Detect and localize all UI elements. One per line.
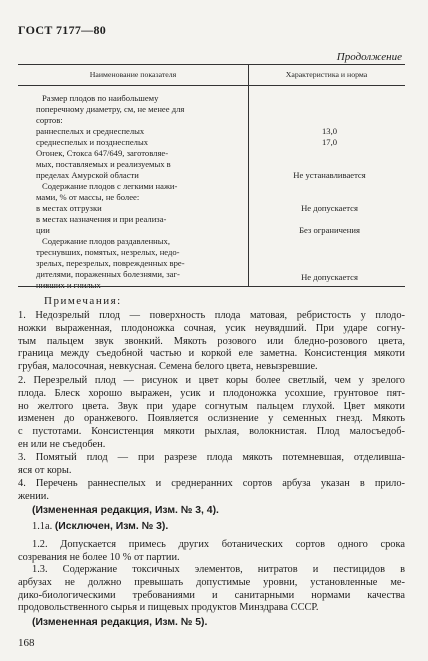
table-row-late-label: среднеспелых и позднеспелых: [36, 137, 149, 147]
table-bottom-rule: [18, 286, 405, 287]
column-header-norm: Характеристика и норма: [285, 70, 368, 79]
table-row-early-value: 13,0: [321, 126, 338, 136]
table-row-early-label: раннеспелых и среднеспелых: [36, 126, 145, 136]
table-row-size-label: Размер плодов по наибольшему поперечному диаметру, см, не менее для сортов:: [36, 93, 185, 125]
paragraph-1-2: 1.2. Допускается примесь других ботанических сортов одного срока созревания не более 10 % от партии.: [18, 539, 405, 563]
column-header-indicator: Наименование показателя: [89, 70, 177, 79]
table-row-pressure-label: Содержание плодов с легкими нажи- мами, % от массы, не более:: [36, 181, 178, 202]
table-row-damaged-value: Не допускается: [301, 272, 358, 282]
paragraph-1-1a: 1.1а. (Исключен, Изм. № 3).: [32, 521, 169, 532]
table-row-destination-label: в местах назначения и при реализа- ции: [36, 214, 167, 235]
table-row-shipping-label: в местах отгрузки: [36, 203, 102, 213]
document-title: ГОСТ 7177—80: [18, 23, 107, 37]
page-number: 168: [18, 637, 35, 649]
notes-heading: Примечания:: [44, 295, 122, 307]
table-row-ogonek-label: Огонек, Стокса 647/649, заготовляе- мых, поставляемых и реализуемых в пределах Амурской области: [36, 148, 171, 180]
paragraph-1-3: 1.3. Содержание токсичных элементов, нитратов и пестицидов в арбузах не должно превышать допустимые уровни, установленные ме- дико-биологическими требованиями и санитарными нормами качества продовольственного сырья и пищевых продуктов Минздрава СССР.: [18, 564, 405, 614]
edit-note-1: (Измененная редакция, Изм. № 3, 4).: [32, 505, 219, 516]
indicator-table: [18, 64, 405, 290]
table-column-divider: [248, 64, 249, 287]
edit-note-2: (Измененная редакция, Изм. № 5).: [32, 617, 208, 628]
table-row-late-value: 17,0: [321, 137, 338, 147]
table-header-rule: [18, 85, 405, 86]
note-3: 3. Помятый плод — при разрезе плода мякоть потемневшая, отделивша- яся от коры.: [18, 452, 405, 476]
continued-label: Продолжение: [336, 51, 402, 63]
table-row-destination-value: Без ограничения: [299, 225, 360, 235]
note-4: 4. Перечень раннеспелых и среднеранних сортов арбуза указан в прило- жении.: [18, 478, 405, 502]
note-1: 1. Недозрелый плод — поверхность плода матовая, ребристость у плодо- ножки выраженная, плодоножка сочная, усик неувядший. При ударе согну- тым пальцем звук звонкий. Мякоть розового или бледно-розового цвета, граница между съедобной частью и коркой еле заметна. Консистенция мякоти грубая, малосочная, невкусная. Семена белого цвета, невызревшие.: [18, 310, 405, 373]
table-top-rule: [18, 64, 405, 65]
table-row-shipping-value: Не допускается: [301, 203, 358, 213]
note-2: 2. Перезрелый плод — рисунок и цвет коры более светлый, чем у зрелого плода. Блеск хорошо выражен, усик и плодоножка усохшие, грунтовое пят- но желтого цвета. Звук при ударе согнутым пальцем глухой. Цвет мякоти изменен до оранжевого. Появляется ослизнение у семенных гнезд. Мякоть с пустотами. Консистенция мякоти рыхлая, волокнистая. Плод малосъедоб- ен или не съедобен.: [18, 375, 405, 450]
table-row-damaged-label: Содержание плодов раздавленных, треснувших, помятых, незрелых, недо- зрелых, перезрелых, поврежденных вре- дителями, пораженных болезнями, заг- нивших и гнилых: [36, 236, 185, 290]
table-row-ogonek-value: Не устанавливается: [293, 170, 366, 180]
